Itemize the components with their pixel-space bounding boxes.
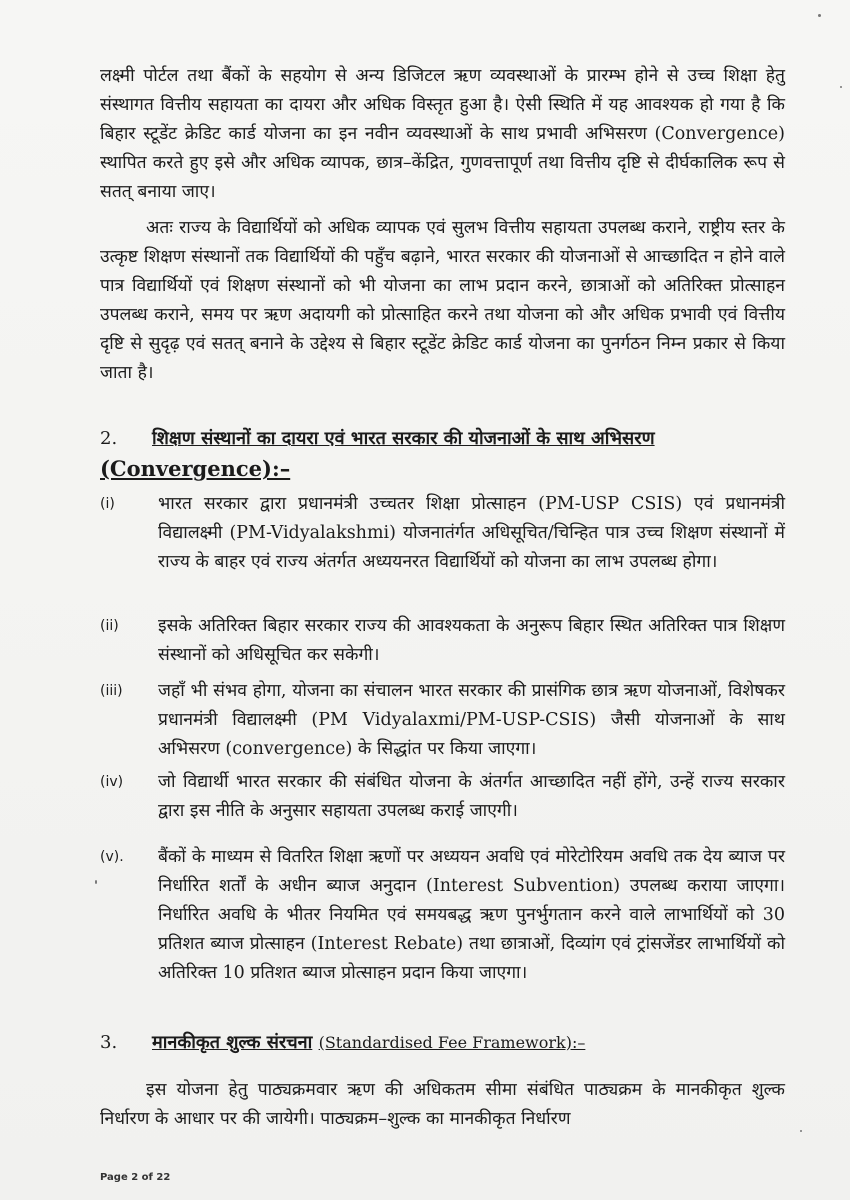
list-item [100, 768, 785, 826]
section-3-heading [100, 1028, 785, 1058]
list-item-marker: (i) [100, 496, 115, 512]
list-item-text: जहाँ भी संभव होगा, योजना का संचालन भारत सरकार की प्रासंगिक छात्र ऋण योजनाओं, विशेषकर प्रधानमंत्री विद्यालक्ष्मी (PM Vidyalaxmi/PM-USP-CSIS) जैसी योजनाओं के साथ अभिसरण (convergence) के सिद्धांत पर किया जाएगा। [158, 681, 785, 759]
scan-speck [95, 880, 97, 884]
intro-paragraph: लक्ष्मी पोर्टल तथा बैंकों के सहयोग से अन्य डिजिटल ऋण व्यवस्थाओं के प्रारम्भ होने से उच्च शिक्षा हेतु संस्थागत वित्तीय सहायता का दायरा और अधिक विस्तृत हुआ है। ऐसी स्थिति में यह आवश्यक हो गया है कि बिहार स्टूडेंट क्रेडिट कार्ड योजना का इन नवीन व्यवस्थाओं के साथ प्रभावी अभिसरण (Convergence) स्थापित करते हुए इसे और अधिक व्यापक, छात्र–केंद्रित, गुणवत्तापूर्ण तथा वित्तीय दृष्टि से दीर्घकालिक रूप से सतत् बनाया जाए। [100, 66, 785, 202]
list-item [100, 612, 785, 670]
list-item [100, 843, 785, 988]
list-item-text: भारत सरकार द्वारा प्रधानमंत्री उच्चतर शिक्षा प्रोत्साहन (PM-USP CSIS) एवं प्रधानमंत्री विद्यालक्ष्मी (PM-Vidyalakshmi) योजनातंर्गत अधिसूचित/चिन्हित पात्र उच्च शिक्षण संस्थानों में राज्य के बाहर एवं राज्य अंतर्गत अध्ययनरत विद्यार्थियों को योजना का लाभ उपलब्ध होगा। [158, 494, 785, 572]
section-2-title: शिक्षण संस्थानों का दायरा एवं भारत सरकार की योजनाओं के साथ अभिसरण [152, 428, 655, 449]
section-3-number: 3. [100, 1032, 118, 1053]
list-item-marker: (v). [100, 849, 124, 865]
scan-speck [818, 14, 821, 17]
section-3-title: मानकीकृत शुल्क संरचना [152, 1032, 313, 1053]
list-item [100, 490, 785, 577]
section-3-paragraph: इस योजना हेतु पाठ्यक्रमवार ऋण की अधिकतम सीमा संबंधित पाठ्यक्रम के मानकीकृत शुल्क निर्धारण के आधार पर की जायेगी। पाठ्यक्रम–शुल्क का मानकीकृत निर्धारण [100, 1080, 785, 1129]
list-item-marker: (iv) [100, 774, 124, 790]
page-number: Page 2 of 22 [100, 1172, 171, 1183]
list-item-text: बैंकों के माध्यम से वितरित शिक्षा ऋणों पर अध्ययन अवधि एवं मोरेटोरियम अवधि तक देय ब्याज पर निर्धारित शर्तों के अधीन ब्याज अनुदान (Interest Subvention) उपलब्ध कराया जाएगा। निर्धारित अवधि के भीतर नियमित एवं समयबद्ध ऋण पुनर्भुगतान करने वाले लाभार्थियों को 30 प्रतिशत ब्याज प्रोत्साहन (Interest Rebate) तथा छात्राओं, दिव्यांग एवं ट्रांसजेंडर लाभार्थियों को अतिरिक्त 10 प्रतिशत ब्याज प्रोत्साहन प्रदान किया जाएगा। [158, 847, 785, 983]
list-item-text: जो विद्यार्थी भारत सरकार की संबंधित योजना के अंतर्गत आच्छादित नहीं होंगे, उन्हें राज्य सरकार द्वारा इस नीति के अनुसार सहायता उपलब्ध कराई जाएगी। [158, 772, 785, 821]
list-item-text: इसके अतिरिक्त बिहार सरकार राज्य की आवश्यकता के अनुरूप बिहार स्थित अतिरिक्त पात्र शिक्षण संस्थानों को अधिसूचित कर सकेगी। [158, 616, 785, 665]
list-item-marker: (ii) [100, 618, 119, 634]
scan-speck [840, 86, 842, 88]
list-item-marker: (iii) [100, 683, 123, 699]
list-item [100, 677, 785, 764]
scan-speck [800, 1130, 802, 1132]
section-3-title-en: (Standardised Fee Framework):– [318, 1033, 586, 1052]
section-2-heading [100, 424, 785, 486]
section-2-title-en: (Convergence):– [100, 456, 291, 481]
section-2-number: 2. [100, 428, 118, 449]
purpose-paragraph: अतः राज्य के विद्यार्थियों को अधिक व्यापक एवं सुलभ वित्तीय सहायता उपलब्ध कराने, राष्ट्रीय स्तर के उत्कृष्ट शिक्षण संस्थानों तक विद्यार्थियों की पहुँच बढ़ाने, भारत सरकार की योजनाओं से आच्छादित न होने वाले पात्र विद्यार्थियों एवं शिक्षण संस्थानों को भी योजना का लाभ प्रदान करने, छात्राओं को अतिरिक्त प्रोत्साहन उपलब्ध कराने, समय पर ऋण अदायगी को प्रोत्साहित करने तथा योजना को और अधिक प्रभावी एवं वित्तीय दृष्टि से सुदृढ़ एवं सतत् बनाने के उद्देश्य से बिहार स्टूडेंट क्रेडिट कार्ड योजना का पुनर्गठन निम्न प्रकार से किया जाता है। [100, 218, 785, 383]
